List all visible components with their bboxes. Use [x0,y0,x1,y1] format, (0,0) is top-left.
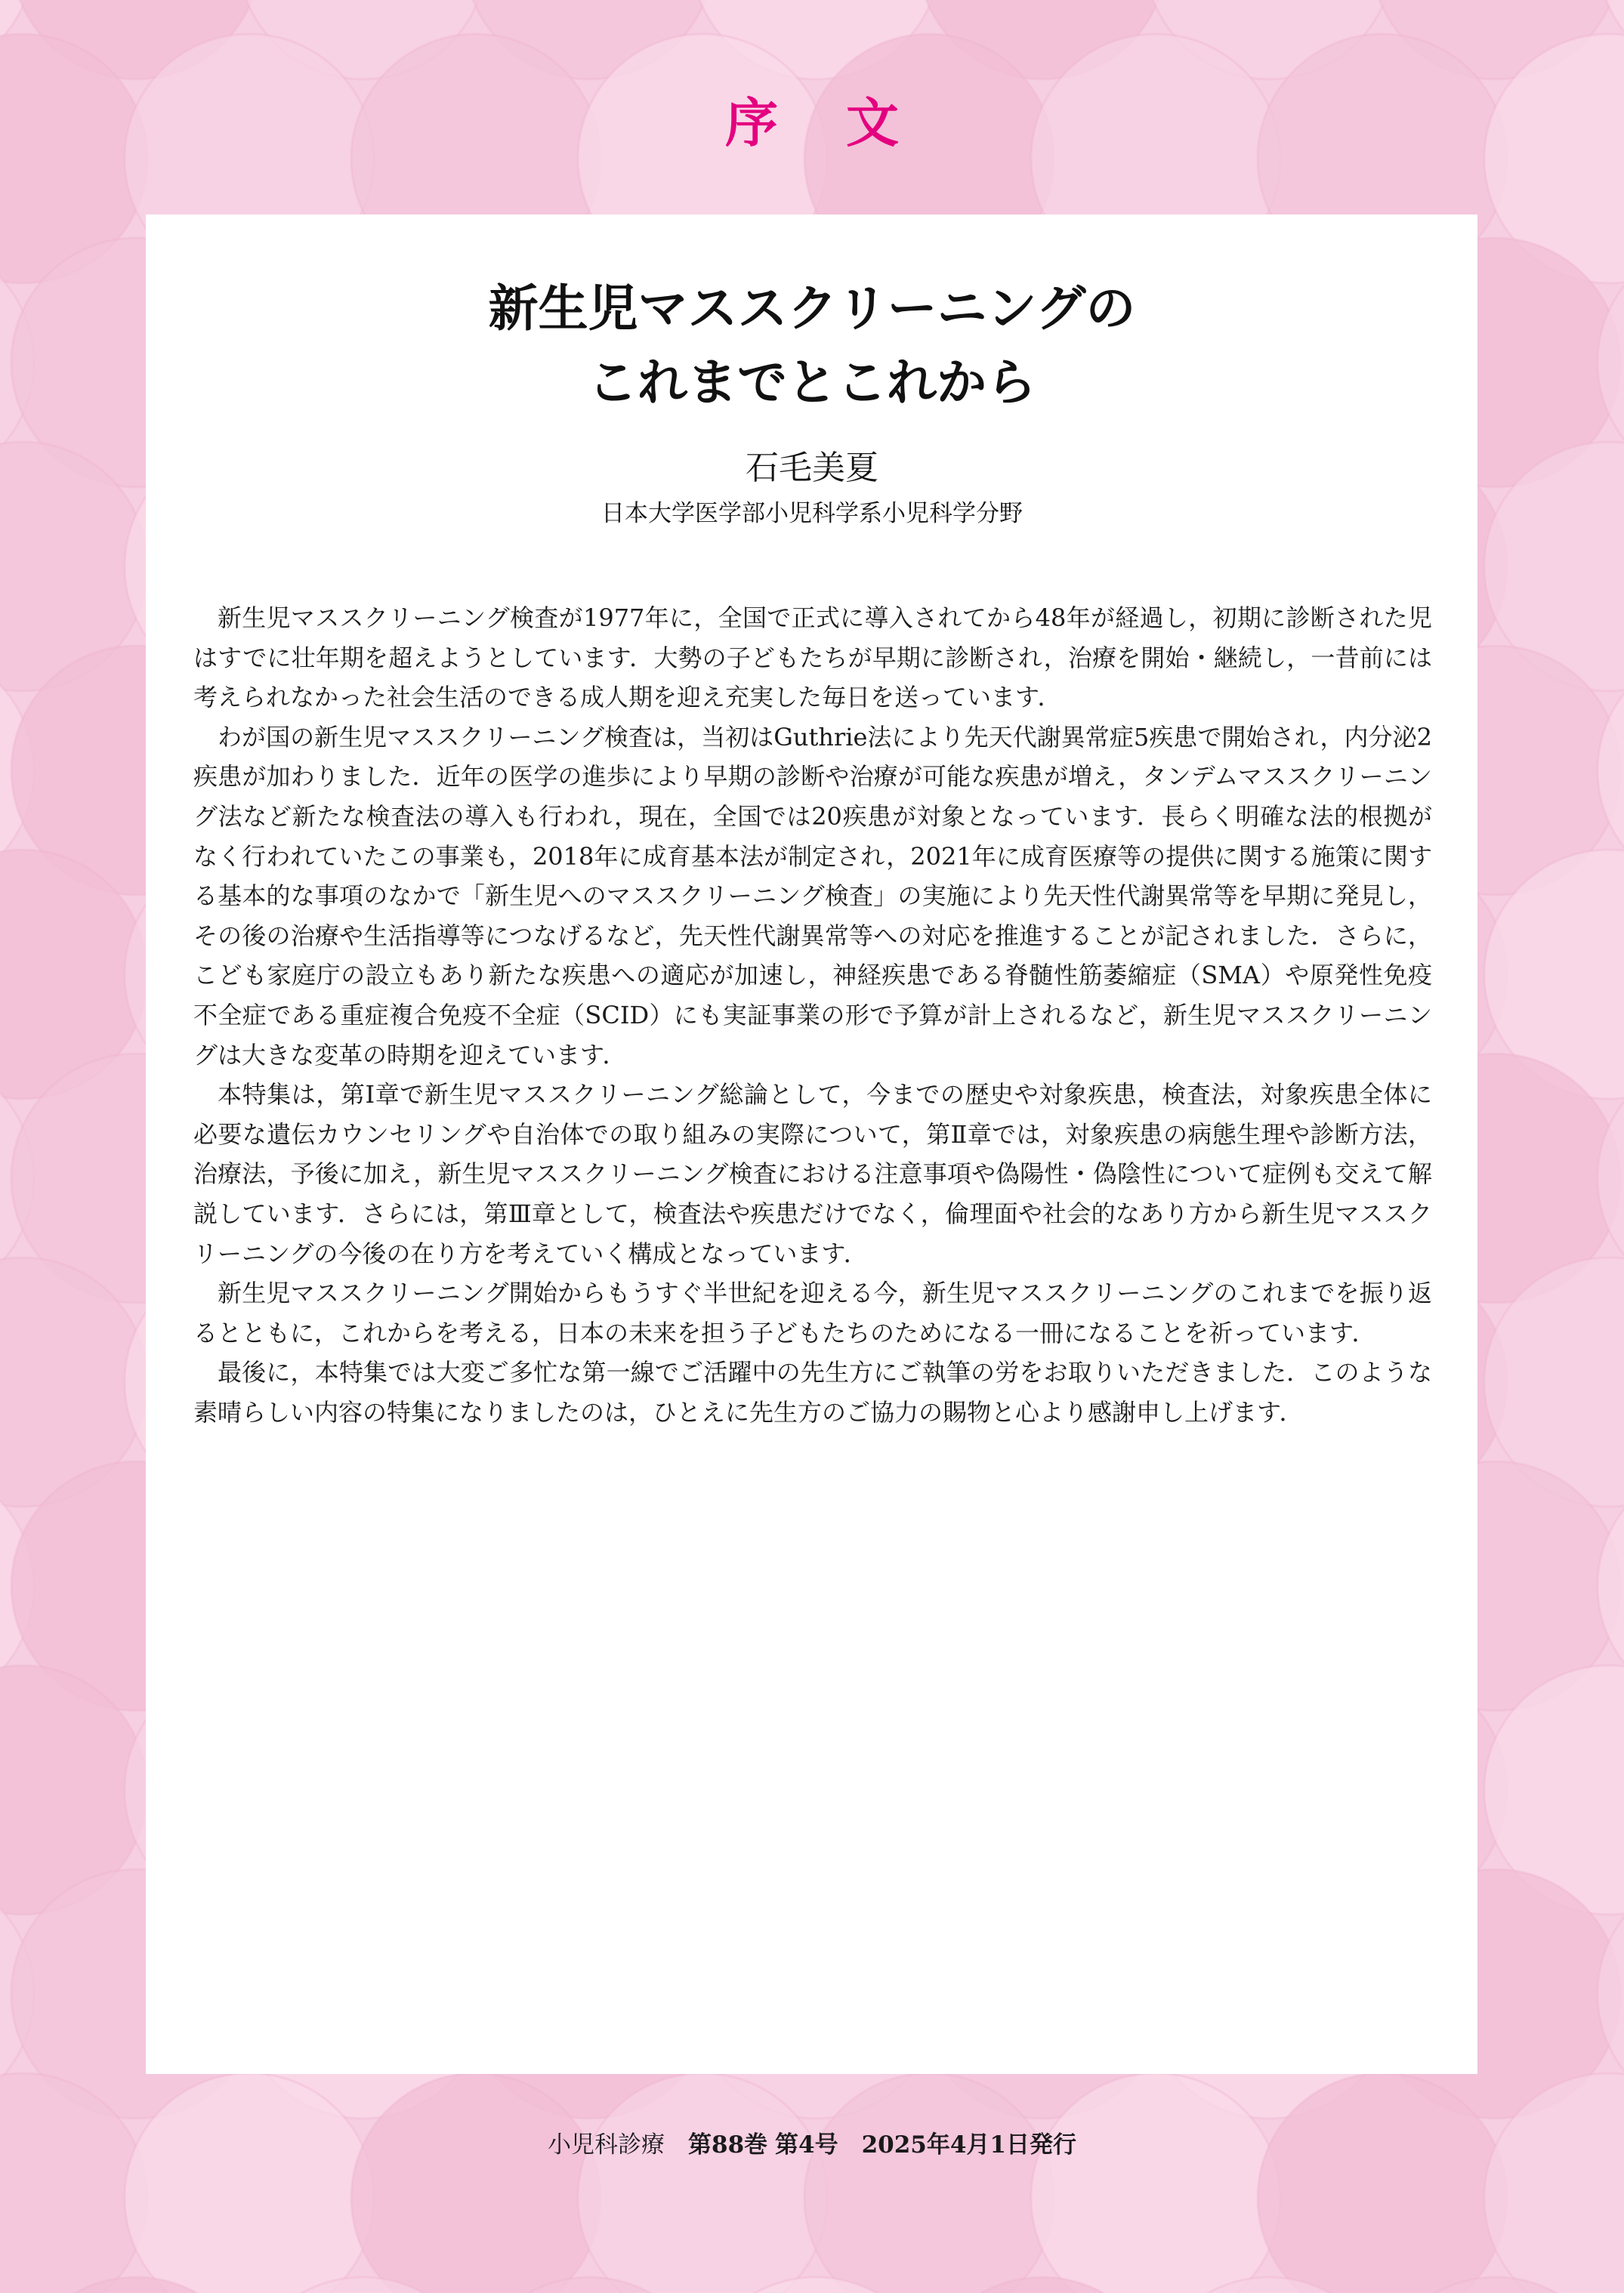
title-line-2: これまでとこれから [588,353,1036,412]
article-title [0,272,1624,420]
footer-volume: 第88巻 [688,2131,768,2159]
paragraph: 最後に，本特集では大変ご多忙な第一線でご活躍中の先生方にご執筆の労をお取りいただきました．このような素晴らしい内容の特集になりましたのは，ひとえに先生方のご協力の賜物と心より感謝申し上げます． [193,1358,1432,1427]
footer-date: 2025年4月1日発行 [861,2131,1076,2159]
paragraph: わが国の新生児マススクリーニング検査は，当初はGuthrie法により先天代謝異常症5疾患で開始され，内分泌2疾患が加わりました．近年の医学の進歩により早期の診断や治療が可能な疾患が増え，タンデムマススクリーニング法など新たな検査法の導入も行われ，現在，全国では20疾患が対象となっています．長らく明確な法的根拠がなく行われていたこの事業も，2018年に成育基本法が制定され，2021年に成育医療等の提供に関する施策に関する基本的な事項のなかで「新生児へのマススクリーニング検査」の実施により先天性代謝異常等を早期に発見し，その後の治療や生活指導等につなげるなど，先天性代謝異常等への対応を推進することが記されました．さらに，こども家庭庁の設立もあり新たな疾患への適応が加速し，神経疾患である脊髄性筋萎縮症（SMA）や原発性免疫不全症である重症複合免疫不全症（SCID）にも実証事業の形で予算が計上されるなど，新生児マススクリーニングは大きな変革の時期を迎えています． [193,722,1432,1069]
author-affiliation: 日本大学医学部小児科学系小児科学分野 [601,500,1023,527]
paragraph: 新生児マススクリーニング検査が1977年に，全国で正式に導入されてから48年が経過し，初期に診断された児はすでに壮年期を超えようとしています．大勢の子どもたちが早期に診断され，治療を開始・継続し，一昔前には考えられなかった社会生活のできる成人期を迎え充実した毎日を送っています． [193,603,1432,712]
section-label: 序文 [725,92,967,154]
title-line-1: 新生児マススクリーニングの [488,279,1136,338]
footer-journal: 小児科診療 [548,2131,665,2159]
footer-issue: 第4号 [775,2131,838,2159]
body-text [193,598,1432,1432]
paragraph: 本特集は，第Ⅰ章で新生児マススクリーニング総論として，今までの歴史や対象疾患，検査法，対象疾患全体に必要な遺伝カウンセリングや自治体での取り組みの実際について，第Ⅱ章では，対象疾患の病態生理や診断方法，治療法，予後に加え，新生児マススクリーニング検査における注意事項や偽陽性・偽陰性について症例も交えて解説しています．さらには，第Ⅲ章として，検査法や疾患だけでなく，倫理面や社会的なあり方から新生児マススクリーニングの今後の在り方を考えていく構成となっています． [193,1080,1432,1268]
paragraph: 新生児マススクリーニング開始からもうすぐ半世紀を迎える今，新生児マススクリーニングのこれまでを振り返るとともに，これからを考える，日本の未来を担う子どもたちのためになる一冊になることを祈っています． [193,1279,1432,1347]
author-name: 石毛美夏 [746,449,878,487]
journal-footer [0,2131,1624,2159]
